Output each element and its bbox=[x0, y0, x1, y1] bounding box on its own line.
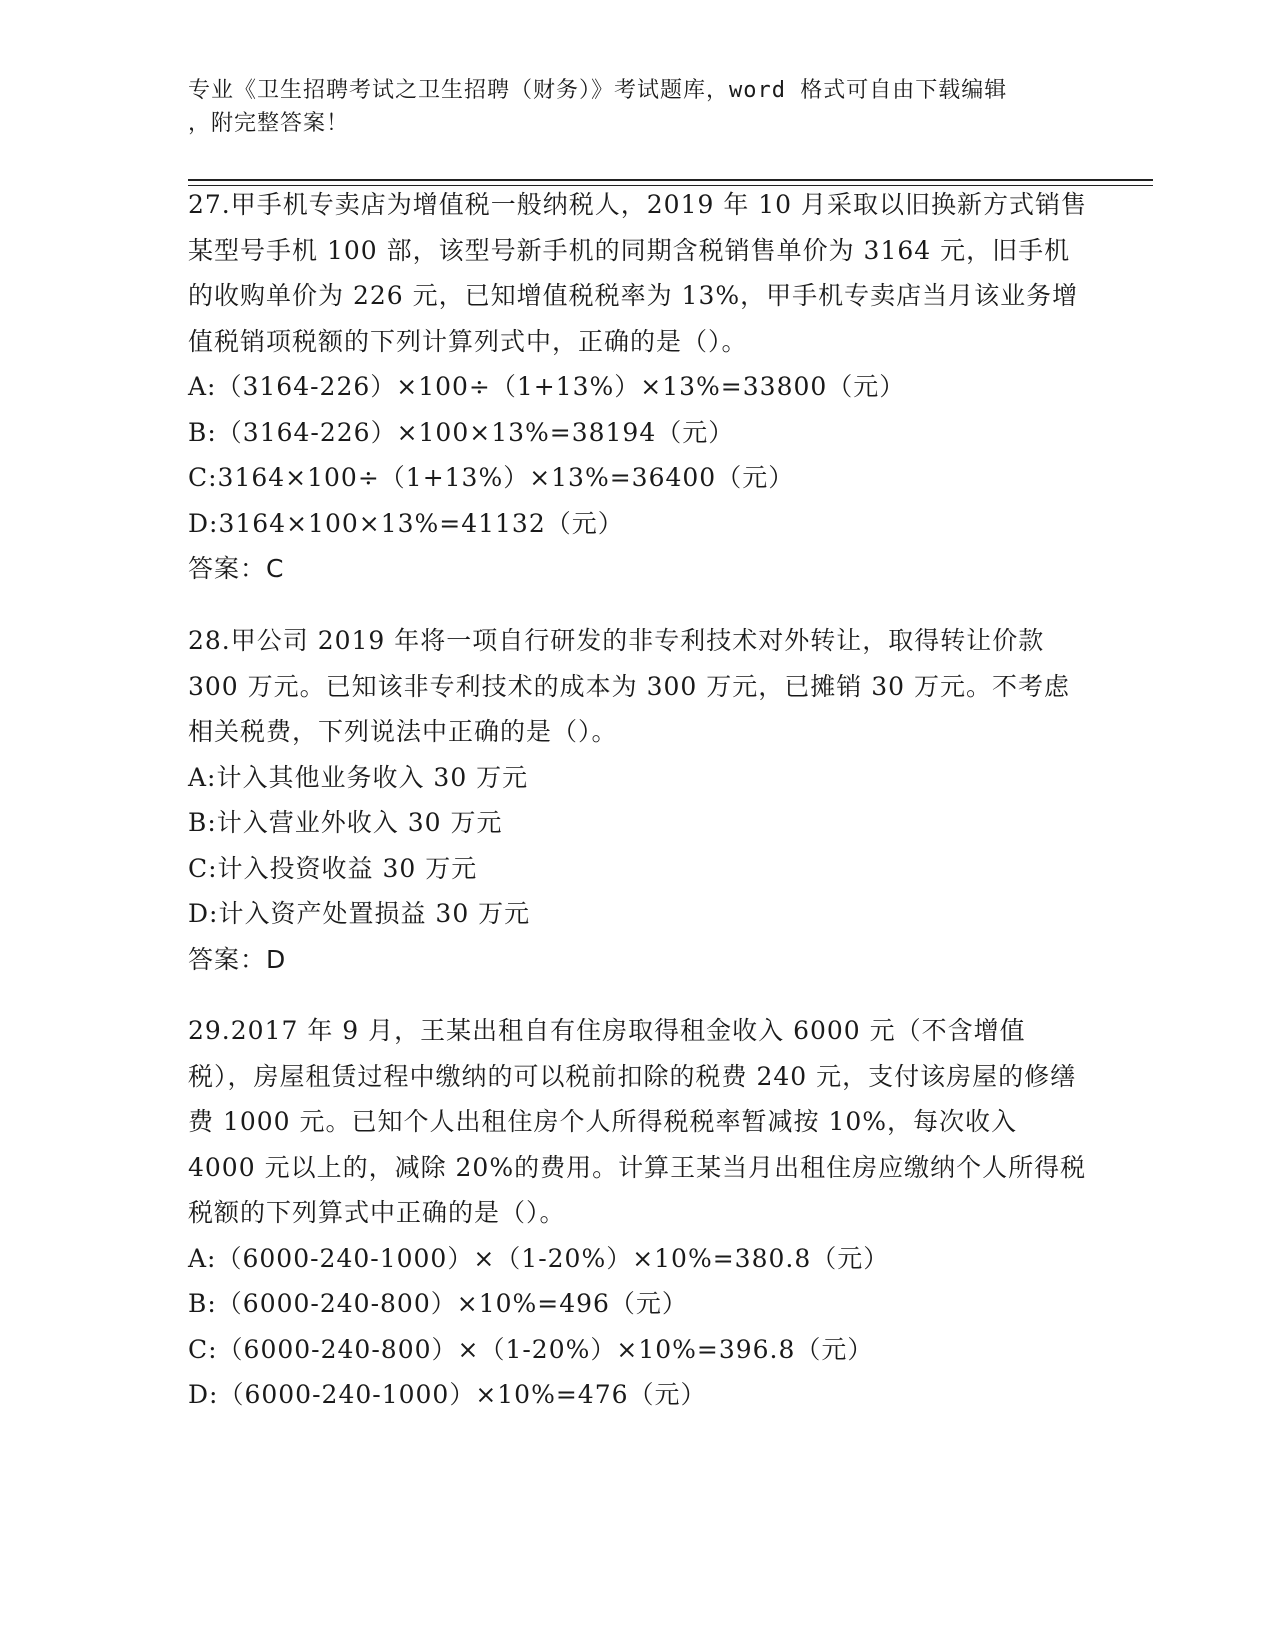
option-b: B:计入营业外收入 30 万元 bbox=[188, 808, 503, 837]
option-a: A:计入其他业务收入 30 万元 bbox=[188, 762, 529, 792]
question-text: 27.甲手机专卖店为增值税一般纳税人，2019 年 10 月采取以旧换新方式销售某型号手机 100 部，该型号新手机的同期含税销售单价为 3164 元，旧手机的收购单价为 226 元，已知增值税税率为 13%，甲手机专卖店当月该业务增值税销项税额的下列计算列式中，正确的是（）。 bbox=[188, 190, 1088, 356]
option-c: C:（6000-240-800）×（1-20%）×10%=396.8（元） bbox=[188, 1334, 874, 1364]
option-a: A:（6000-240-1000）×（1-20%）×10%=380.8（元） bbox=[188, 1243, 890, 1273]
option-c: C:计入投资收益 30 万元 bbox=[188, 853, 478, 883]
option-d: D:3164×100×13%=41132（元） bbox=[188, 508, 624, 538]
option-b: B:（3164-226）×100×13%=38194（元） bbox=[188, 417, 735, 447]
answer: 答案：C bbox=[188, 554, 285, 583]
question-29 bbox=[188, 1008, 1088, 1418]
question-28 bbox=[188, 618, 1088, 982]
question-text: 29.2017 年 9 月，王某出租自有住房取得租金收入 6000 元（不含增值税），房屋租赁过程中缴纳的可以税前扣除的税费 240 元，支付该房屋的修缮费 1000 元。已知个人出租住房个人所得税税率暂减按 10%，每次收入 4000 元以上的，减除 20%的费用。计算王某当月出租住房应缴纳个人所得税税额的下列算式中正确的是（）。 bbox=[188, 1016, 1087, 1227]
option-d: D:（6000-240-1000）×10%=476（元） bbox=[188, 1380, 707, 1409]
option-c: C:3164×100÷（1+13%）×13%=36400（元） bbox=[188, 463, 795, 492]
header-divider-thick bbox=[188, 179, 1153, 181]
option-a: A:（3164-226）×100÷（1+13%）×13%=33800（元） bbox=[188, 372, 906, 401]
document-header bbox=[188, 74, 1088, 140]
answer: 答案：D bbox=[188, 944, 287, 974]
question-27 bbox=[188, 182, 1088, 592]
header-line-2: ，附完整答案！ bbox=[188, 111, 350, 136]
option-d: D:计入资产处置损益 30 万元 bbox=[188, 899, 531, 928]
option-b: B:（6000-240-800）×10%=496（元） bbox=[188, 1289, 688, 1318]
question-text: 28.甲公司 2019 年将一项自行研发的非专利技术对外转让，取得转让价款 300 万元。已知该非专利技术的成本为 300 万元，已摊销 30 万元。不考虑相关税费，下列说法中正确的是（）。 bbox=[188, 626, 1070, 746]
header-line-1: 专业《卫生招聘考试之卫生招聘（财务）》考试题库，word 格式可自由下载编辑 bbox=[188, 78, 1008, 103]
